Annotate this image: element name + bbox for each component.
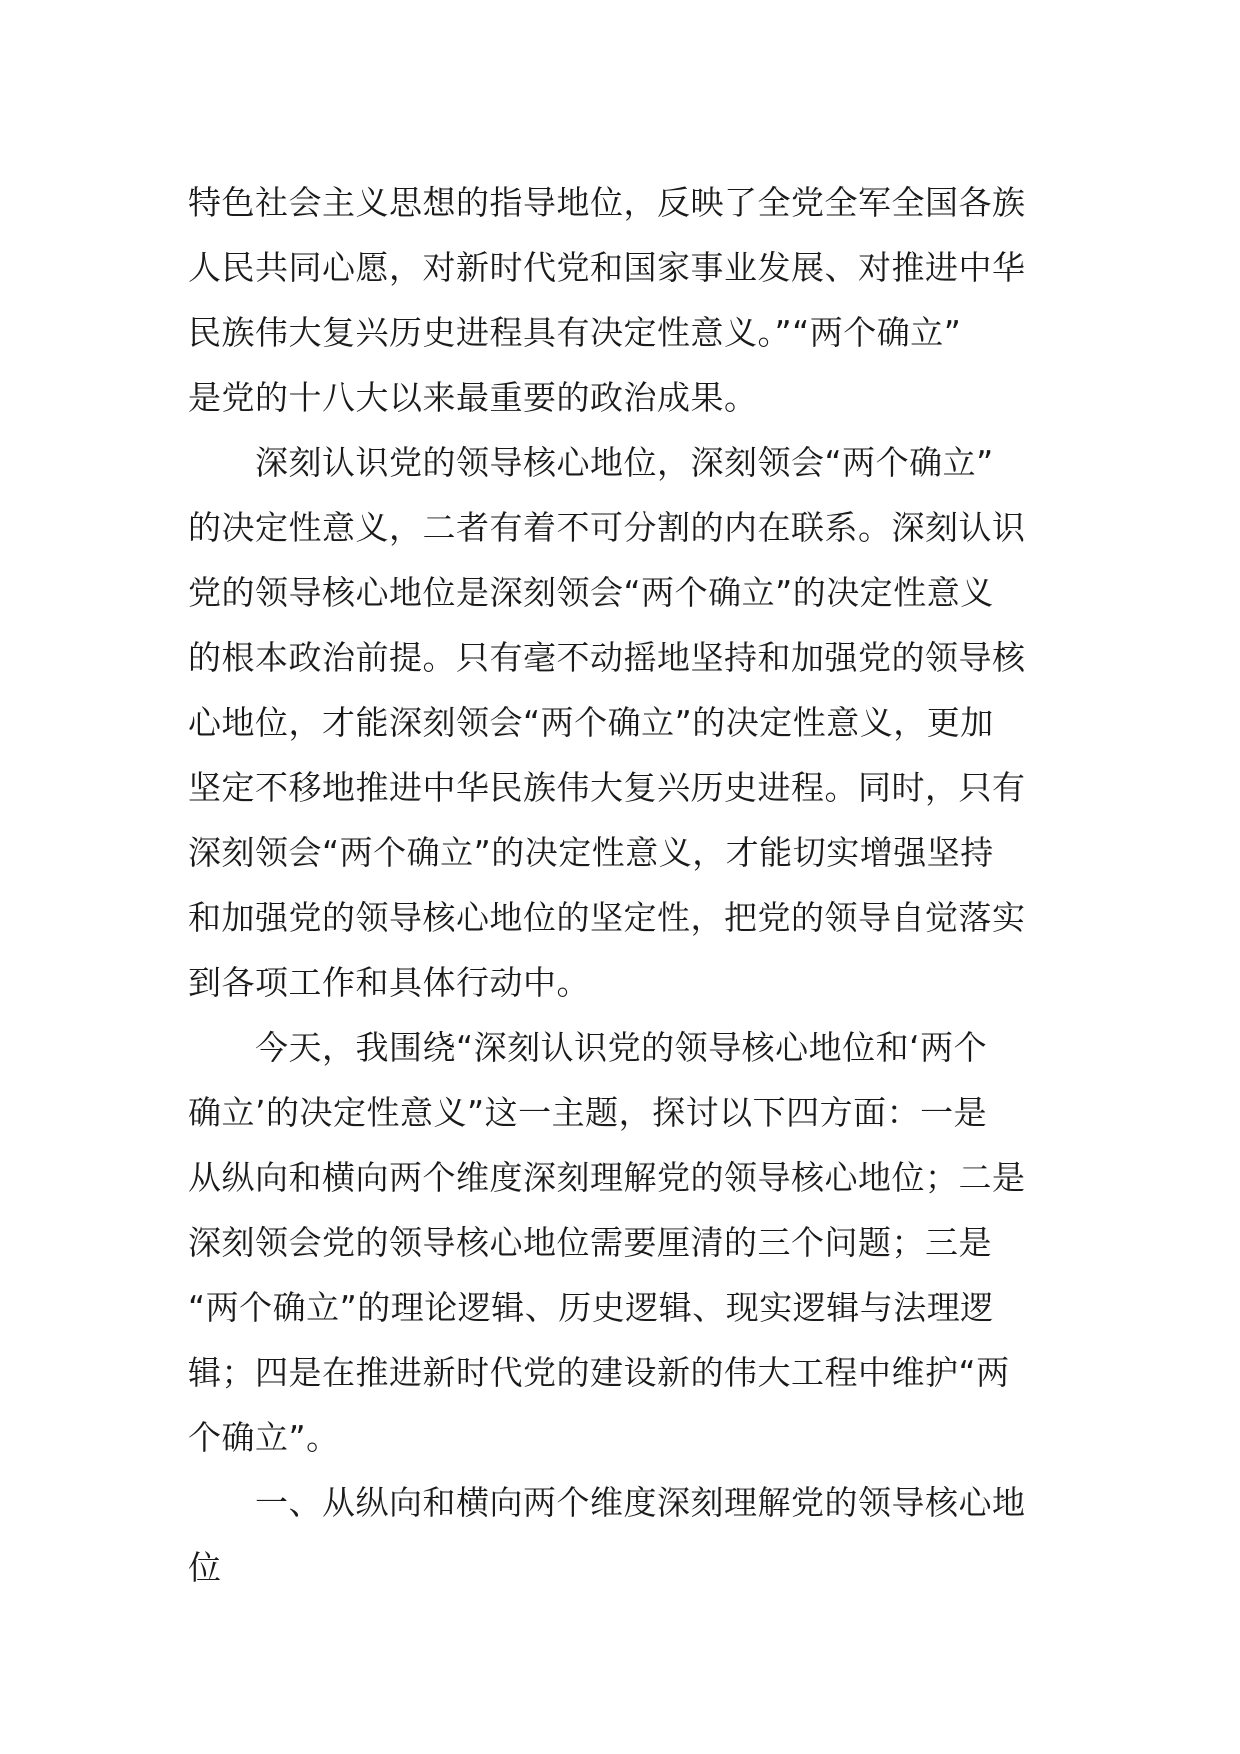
text-line: 深刻领会党的领导核心地位需要厘清的三个问题；三是 (188, 1223, 992, 1262)
text-line: 到各项工作和具体行动中。 (188, 963, 590, 1002)
text-line: 今天，我围绕“深刻认识党的领导核心地位和‘两个 (188, 1028, 988, 1067)
text-line: 心地位，才能深刻领会“两个确立”的决定性意义，更加 (188, 703, 994, 742)
paragraph (188, 430, 1056, 1015)
text-line: 确立’的决定性意义”这一主题，探讨以下四方面：一是 (188, 1093, 988, 1132)
text-line: 党的领导核心地位是深刻领会“两个确立”的决定性意义 (188, 573, 994, 612)
text-line: 的根本政治前提。只有毫不动摇地坚持和加强党的领导核 (188, 638, 1026, 677)
heading-line: 一、从纵向和横向两个维度深刻理解党的领导核心地 (188, 1483, 1026, 1522)
document-body (188, 170, 1056, 1600)
paragraph (188, 1015, 1056, 1470)
heading-line: 位 (188, 1548, 222, 1587)
text-line: 人民共同心愿，对新时代党和国家事业发展、对推进中华 (188, 248, 1026, 287)
text-line: 深刻认识党的领导核心地位，深刻领会“两个确立” (188, 443, 994, 482)
section-heading (188, 1470, 1056, 1600)
text-line: “两个确立”的理论逻辑、历史逻辑、现实逻辑与法理逻 (188, 1288, 994, 1327)
text-line: 从纵向和横向两个维度深刻理解党的领导核心地位；二是 (188, 1158, 1026, 1197)
text-line: 辑；四是在推进新时代党的建设新的伟大工程中维护“两 (188, 1353, 1010, 1392)
text-line: 坚定不移地推进中华民族伟大复兴历史进程。同时，只有 (188, 768, 1026, 807)
text-line: 深刻领会“两个确立”的决定性意义，才能切实增强坚持 (188, 833, 994, 872)
text-line: 民族伟大复兴历史进程具有决定性意义。”“两个确立” (188, 313, 962, 352)
text-line: 和加强党的领导核心地位的坚定性，把党的领导自觉落实 (188, 898, 1026, 937)
text-line: 个确立”。 (188, 1418, 340, 1457)
text-line: 的决定性意义，二者有着不可分割的内在联系。深刻认识 (188, 508, 1026, 547)
paragraph (188, 170, 1056, 430)
text-line: 特色社会主义思想的指导地位，反映了全党全军全国各族 (188, 183, 1026, 222)
text-line: 是党的十八大以来最重要的政治成果。 (188, 378, 758, 417)
